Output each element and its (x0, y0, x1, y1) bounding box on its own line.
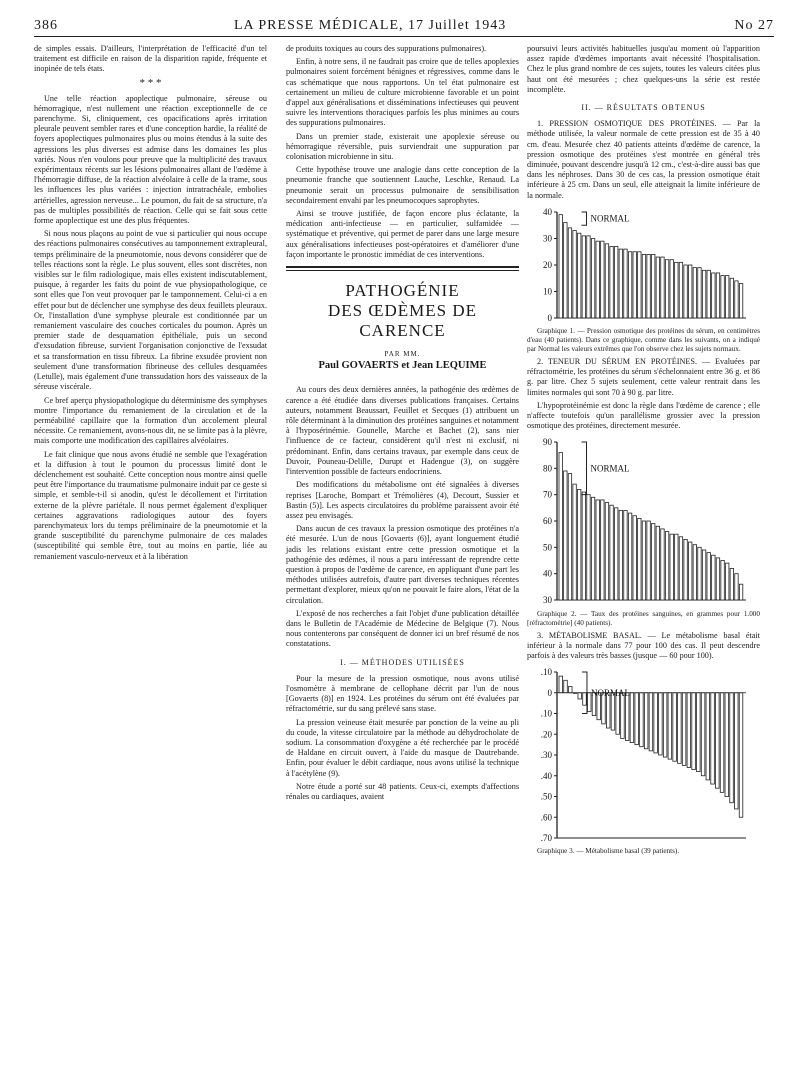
bar (665, 532, 668, 600)
paragraph: Si nous nous plaçons au point de vue si particulier qui nous occupe des réactions pulmonaires consécutives au tamponnement extrapleural, temps préliminaire de la pneumotomie, nous devons considérer que de telles réactions sont la règle. Le plus souvent, elles sont discrètes, non visibles sur le film radiologique, mais elles existent indiscutablement, puisque, à regarder les faits du point de vue physiopathologique, ce sont elles que l'on veut provoquer par le tamponnement. Celui-ci a en effet pour but de déclencher une symphyse des deux feuillets pleuraux. Or, l'installation d'une symphyse pleurale est conditionnée par un remaniement vasculaire des couches corticales du poumon. Après un premier stade de desquamation épithéliale, puis un second d'exsudation fibreuse, survient l'organisation conjonctive de l'exsudat et sa transformation en tissu fibreux. La fibrine exsudée provient non seulement d'une transformation fibrineuse des cellules desquamées (Letulle), mais également d'une transsudation hors des vaisseaux de la séreuse viscérale. (34, 229, 267, 392)
graph-2 (527, 434, 760, 606)
section-stars: * * * (139, 76, 162, 89)
bar (587, 495, 590, 600)
issue-number: No 27 (734, 18, 774, 33)
bar (661, 529, 664, 600)
y-tick-label: 60 (543, 516, 552, 527)
bar (684, 265, 687, 318)
paragraph: L'hypoprotéinémie est donc la règle dans l'œdème de carence ; elle n'affecte toutefois qu'un parallélisme grossier avec la pression osmotique des protéines, directement mesurée. (527, 400, 760, 431)
paragraph: L'exposé de nos recherches a fait l'objet d'une publication détaillée dans le Bulletin de l'Académie de Médecine de Belgique (7). Nous nous contenterons par conséquent de donner ici un bref résumé de nos constatations. (286, 608, 519, 649)
bar (654, 693, 658, 753)
y-tick-label: 20 (543, 259, 552, 270)
bar (665, 260, 668, 318)
bar (644, 693, 648, 749)
normal-bracket (582, 442, 587, 495)
y-tick-label: 0 (547, 688, 552, 699)
bar (559, 214, 562, 317)
bar (610, 506, 613, 601)
bar (568, 687, 572, 693)
bar (697, 693, 701, 772)
bar (689, 265, 692, 318)
bar (624, 249, 627, 318)
bar (633, 252, 636, 318)
y-tick-label: 50 (543, 542, 552, 553)
bar (735, 693, 739, 809)
bar (616, 693, 620, 735)
y-tick-label: .40 (540, 771, 552, 782)
bar (578, 693, 582, 699)
article-separator (286, 266, 519, 268)
paragraph: de produits toxiques au cours des suppurations pulmonaires). (286, 44, 487, 53)
column-left (34, 44, 267, 565)
bar (578, 233, 581, 318)
bar (693, 267, 696, 317)
y-tick-label: 30 (543, 595, 552, 606)
bar (633, 516, 636, 600)
bar (739, 585, 742, 601)
bar (583, 693, 587, 705)
section-heading: II. — RÉSULTATS OBTENUS (581, 103, 706, 113)
paragraph: Dans un premier stade, existerait une apoplexie séreuse ou hémorragique réversible, puis surviendrait une suppuration par colonisation microbienne in situ. (286, 131, 519, 162)
article-separator-thin (286, 270, 519, 271)
paragraph: Enfin, à notre sens, il ne faudrait pas croire que de telles apoplexies pulmonaires soient forcément bénignes et régressives, comme dans le cas schématique que nous rapportons. Un tel état pulmonaire est certainement un milieu de culture microbienne favorable et un point d'appel aux généralisations et disséminations infectieuses qui peuvent suivre les interventions thoraciques parfois les plus minimes au cours des suppurations pulmonaires. (286, 57, 519, 128)
normal-label: NORMAL (590, 213, 630, 224)
bar (568, 474, 571, 600)
bar (702, 550, 705, 600)
bar (663, 693, 667, 757)
bar (725, 693, 729, 797)
bar (601, 500, 604, 600)
bar (621, 693, 625, 739)
bar (578, 490, 581, 601)
bar (638, 519, 641, 601)
y-tick-label: .30 (540, 750, 552, 761)
bar (619, 249, 622, 318)
bar (647, 254, 650, 318)
bar (615, 508, 618, 600)
normal-label: NORMAL (590, 688, 630, 699)
bar (707, 270, 710, 318)
bar (678, 693, 682, 764)
bar (615, 246, 618, 318)
bar (656, 257, 659, 318)
bar (661, 257, 664, 318)
bar (739, 693, 743, 818)
bar (726, 275, 729, 317)
bar (716, 273, 719, 318)
paragraph: Le fait clinique que nous avons étudié ne semble que l'exagération et la diffusion à tout le poumon du processus limité dont le déclenchement est souhaité. Cette conception nous montre ainsi quelle peut être l'importance du traumatisme pulmonaire induit par ce geste si simple, et semble-t-il si anodin, qu'est le décollement et l'irritation externe de la plèvre pariétale. Il nous permet également d'expliquer certaines aggravations radiologiques autour des foyers parenchymateux lors du temps préliminaire de la pneumotomie et la grande susceptibilité du parenchyme pulmonaire de ces malades (susceptibilité qui semble être, tout au moins en partie, liée au remaniement vasculo-nerveux et à la libération (34, 449, 267, 561)
y-tick-label: 90 (543, 437, 552, 448)
byline-par: PAR MM. (384, 350, 421, 359)
bar (716, 693, 720, 788)
bar (628, 252, 631, 318)
paragraph: La pression veineuse était mesurée par ponction de la veine au pli du coude, la vitesse circulatoire par la méthode au déhydrocholate de sodium. La consommation d'oxygène a été recherchée par le procédé de Haldane en circuit ouvert, à l'aide du masque de Dautrebande. Enfin, pour évaluer le débit cardiaque, nous avons utilisé la technique à l'acétylène (9). (286, 717, 519, 778)
bar (652, 524, 655, 600)
bar (564, 222, 567, 317)
article-title (286, 281, 519, 341)
bar (711, 693, 715, 784)
bar (642, 521, 645, 600)
bar (610, 246, 613, 318)
y-tick-label: 40 (543, 569, 552, 580)
bar (625, 693, 629, 741)
page-number: 386 (34, 18, 58, 33)
paragraph: 2. TENEUR DU SÉRUM EN PROTÉINES. — Evaluées par réfractométrie, les protéines du sérum s'échelonnaient entre 36 g. et 86 g. par litre. Chez 5 sujets seulement, cette valeur rentrait dans les limites normales qui sont 70 à 90 g. par litre. (527, 357, 760, 397)
title-line-1: PATHOGÉNIE (345, 281, 460, 301)
graph-1-caption: Graphique 1. — Pression osmotique des protéines du sérum, en centimètres d'eau (40 patients). Dans ce graphique, comme dans les suivants, on a indiqué par Normal les valeurs extrêmes que l'on observe chez les sujets normaux. (527, 327, 760, 354)
paragraph: de simples essais. D'ailleurs, l'interprétation de l'efficacité d'un tel traitement est difficile en raison de la disparition rapide, fréquente et inopinée de tels états. (34, 44, 267, 74)
paragraph: 1. PRESSION OSMOTIQUE DES PROTÉINES. — Par la méthode utilisée, la valeur normale de cette pression est de 35 à 40 cm. d'eau. Mesurée chez 40 patients atteints d'œdème de carence, la pression osmotique des protéines s'est montrée en général très diminuée, pouvant descendre jusqu'à 12 cm., c'est-à-dire aussi bas que dans les néphroses. Dans 30 de ces cas, la pression osmotique était inférieure à 25 cm. Dans un seul, elle atteignait la limite inférieure de la normale. (527, 119, 760, 200)
graph-2-caption: Graphique 2. — Taux des protéines sanguines, en grammes pour 1.000 [réfractométrie] (40 patients). (527, 609, 760, 627)
bar (720, 693, 724, 793)
paragraph: 3. MÉTABOLISME BASAL. — Le métabolisme basal était inférieur à la normale dans 77 pour 100 des cas. Il peut descendre parfois à des valeurs très basses (jusque — 60 pour 100). (527, 630, 760, 661)
y-tick-label: .60 (540, 812, 552, 823)
bar (596, 500, 599, 600)
bar (673, 693, 677, 761)
paragraph: Ainsi se trouve justifiée, de façon encore plus éclatante, la médication anti-infectieuse — en particulier, sulfamidée — systématique et préventive, qui permet de parer dans une large mesure aux généralisations infectieuses post-opératoires et d'améliorer d'une façon importante le pronostic immédiat de ces interventions. (286, 209, 519, 259)
bar (630, 693, 634, 743)
bar (605, 244, 608, 318)
y-tick-label: 80 (543, 463, 552, 474)
paragraph: Des modifications du métabolisme ont été signalées à diverses reprises [Laroche, Bompart et Trémolières (4), Decourt, Sussier et Bastin (5)]. Les aspects circulatoires du problème paraissent avoir été assez peu envisagés. (286, 480, 519, 520)
bar (698, 548, 701, 601)
y-tick-label: 0 (547, 312, 552, 323)
bar (687, 693, 691, 768)
bar (642, 254, 645, 318)
bar (591, 498, 594, 601)
paragraph: Cette hypothèse trouve une analogie dans cette conception de la pneumonie franche que soutiennent Lauche, Leschke, Renaud. La pneumonie serait un processus pulmonaire de sensibilisation secondairement envahi par les pneumocoques saprophytes. (286, 165, 519, 205)
bar (596, 241, 599, 318)
paragraph: Une telle réaction apoplectique pulmonaire, séreuse ou hémorragique, n'est nullement une réaction exceptionnelle de ce parenchyme. Si, cliniquement, ces opacifications après irritation pleurale peuvent sembler rares et d'une conception hardie, la réalité de foyers apoplectiques pulmonaires plus ou moins étendus à la suite des agressions les plus diverses est admise dans les domaines les plus variés. Nous n'en voulons pour preuve que la multiplicité des travaux expérimentaux récents sur les lésions pulmonaires allant de l'œdème à l'hémorragie diffuse, de la réaction alvéolaire à celle de la trame, sous les influences les plus variées : injection intratrachéale, embolies artérielles, agression nerveuse... Le poumon, du fait de sa structure, n'a pas de multiples possibilités de réaction. Celle qui se fait sous cette forme apoplectique est une des plus fréquentes. (34, 93, 267, 226)
bar (735, 281, 738, 318)
bar (735, 574, 738, 600)
bar (587, 236, 590, 318)
bar (682, 693, 686, 766)
journal-title: LA PRESSE MÉDICALE, 17 Juillet 1943 (234, 18, 507, 33)
bar (730, 278, 733, 318)
bar (582, 492, 585, 600)
bar (601, 241, 604, 318)
bar (649, 693, 653, 751)
bar (693, 545, 696, 600)
bar (652, 254, 655, 318)
column-middle (286, 44, 519, 805)
title-line-2: DES ŒDÈMES DE CARENCE (327, 301, 477, 341)
paragraph: Ce bref aperçu physiopathologique du déterminisme des symphyses montre l'importance du remaniement de la circulation et de la perméabilité capillaire que la formation d'un accolement pleural nécessite. Ce remaniement, avons-nous dit, ne se limite pas à la plèvre, mais comporte une modification des capillaires alvéolaires. (34, 395, 267, 446)
bar (702, 270, 705, 318)
y-tick-label: 10 (543, 286, 552, 297)
bar (730, 693, 734, 803)
bar (619, 511, 622, 601)
y-tick-label: 40 (543, 206, 552, 217)
bar (721, 275, 724, 317)
bar (624, 511, 627, 601)
bar (647, 521, 650, 600)
bar (640, 693, 644, 747)
bar (670, 260, 673, 318)
section-heading: I. — MÉTHODES UTILISÉES (340, 657, 465, 667)
bar (679, 262, 682, 318)
bar (568, 228, 571, 318)
paragraph: Dans aucun de ces travaux la pression osmotique des protéines n'a été mesurée. L'un de nous [Govaerts (6)], ayant longuement étudié jadis les relations existant entre cette pression osmotique et la pathogénie des œdèmes, il nous a paru intéressant de reprendre cette question à propos de l'œdème de carence, en appliquant d'une part les méthodes utilisées autrefois, d'autre part diverses techniques récentes permettant d'explorer, mieux qu'on ne pouvait le faire alors, l'état de la circulation. (286, 524, 519, 605)
bar (739, 283, 742, 317)
bar (559, 676, 563, 693)
bar (689, 543, 692, 601)
bar (684, 540, 687, 601)
y-tick-label: 70 (543, 490, 552, 501)
bar (712, 273, 715, 318)
bar (721, 561, 724, 601)
graph-3 (527, 664, 760, 844)
bar (701, 693, 705, 776)
bar (730, 569, 733, 601)
paragraph: poursuivi leurs activités habituelles jusqu'au moment où l'apparition assez rapide d'œdèmes importants avait nécessité l'hospitalisation. Chez le plus grand nombre de ces sujets, toutes les valeurs citées plus haut ont été mesurées ; chez quelques-uns la série est restée incomplète. (527, 44, 760, 94)
running-header (34, 14, 774, 37)
paragraph: Pour la mesure de la pression osmotique, nous avons utilisé l'osmomètre à membrane de cellophane décrit par l'un de nous [Govaerts (8)] en 1924. Les protéines du sérum ont été évaluées par réfractométrie, sur du sang prélevé sans stase. (286, 673, 519, 714)
y-tick-label: 30 (543, 233, 552, 244)
bar (670, 535, 673, 601)
bar (605, 503, 608, 600)
authors: Paul GOVAERTS et Jean LEQUIME (318, 360, 487, 372)
bar (707, 553, 710, 600)
y-tick-label: .50 (540, 791, 552, 802)
bar (656, 527, 659, 601)
bar (712, 556, 715, 601)
bar (559, 453, 562, 600)
bar (716, 558, 719, 600)
bar (591, 238, 594, 318)
bar (675, 535, 678, 601)
bar (659, 693, 663, 755)
bar (628, 514, 631, 601)
bar (726, 564, 729, 601)
bar (679, 537, 682, 600)
bar (706, 693, 710, 780)
column-right (527, 44, 760, 859)
bar (698, 267, 701, 317)
bar (638, 252, 641, 318)
bar (668, 693, 672, 759)
normal-label: NORMAL (590, 463, 630, 474)
y-tick-label: .70 (540, 833, 552, 844)
y-tick-label: .10 (540, 667, 552, 678)
y-tick-label: .20 (540, 729, 552, 740)
bar (564, 471, 567, 600)
bar (611, 693, 615, 730)
normal-bracket (582, 212, 587, 225)
bar (692, 693, 696, 770)
y-tick-label: .10 (540, 708, 552, 719)
graph-1 (527, 204, 760, 324)
bar (606, 693, 610, 728)
bar (582, 236, 585, 318)
paragraph: Notre étude a porté sur 48 patients. Ceux-ci, exempts d'affections rénales ou cardiaques, avaient (286, 781, 519, 801)
paragraph: Au cours des deux dernières années, la pathogénie des œdèmes de carence a été étudiée dans diverses publications françaises. Certains auteurs, notamment Beaussart, Feuillet et Secques (1) attribuent un rôle déterminant à la diminution des protéines sanguines et notamment à l'hyposérinémie. Gounelle, Marche et Bachet (2), sans nier l'influence de ce facteur, considèrent qu'il n'est ni exclusif, ni prédominant. Enfin, dans certains travaux, par exemple dans ceux de Duvoir, Pouneau-Delille, Durupt et Hadengue (3), on suggère l'intervention possible de facteurs endocriniens. (286, 385, 519, 477)
bar (573, 230, 576, 317)
bar (564, 681, 568, 693)
graph-3-caption: Graphique 3. — Métabolisme basal (39 patients). (537, 847, 680, 856)
bar (675, 262, 678, 318)
bar (573, 485, 576, 601)
bar (635, 693, 639, 745)
